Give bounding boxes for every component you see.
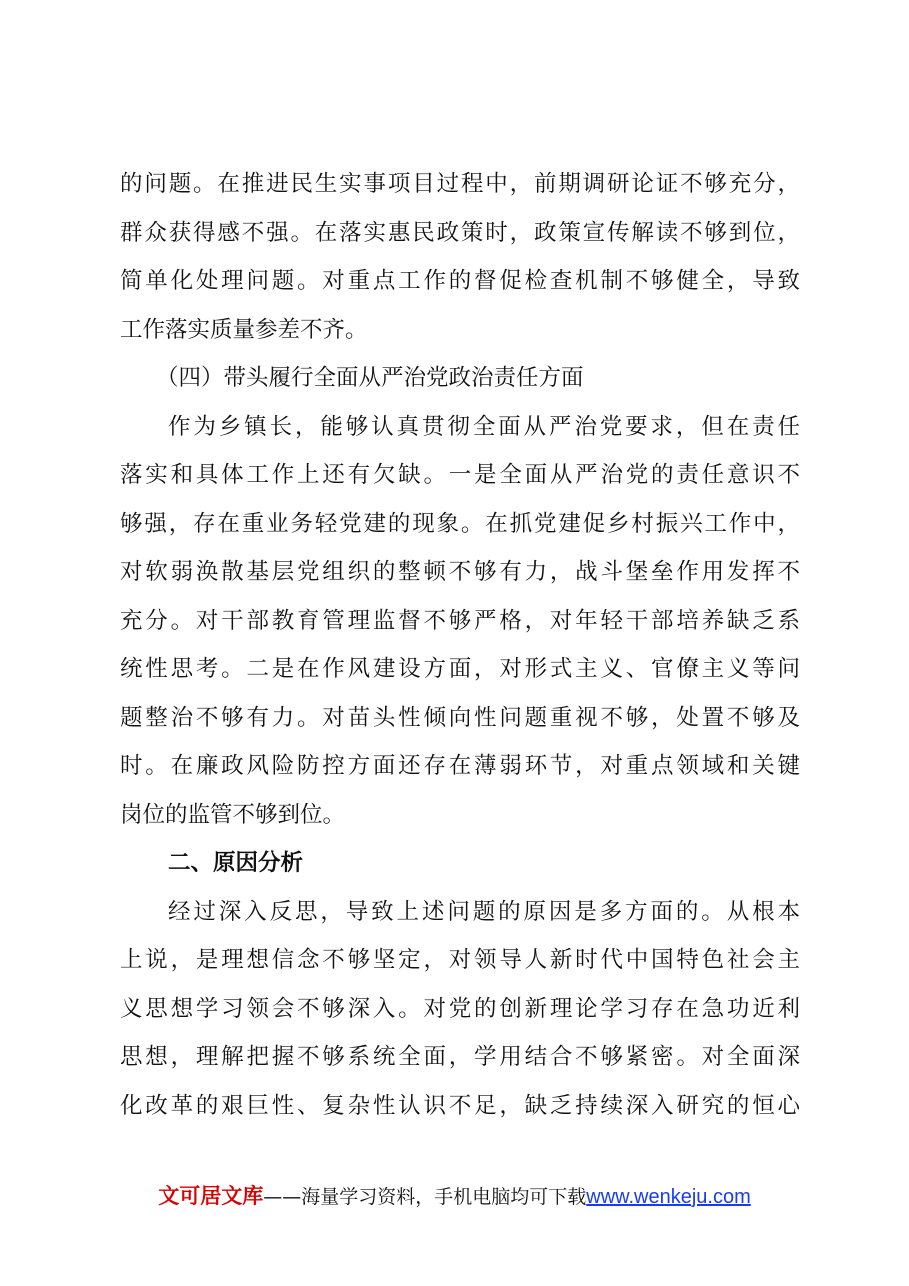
body-line: 作为乡镇长，能够认真贯彻全面从严治党要求，但在责任 <box>168 413 800 440</box>
section-heading: 二、原因分析 <box>168 850 304 876</box>
body-line: 的问题。在推进民生实事项目过程中，前期调研论证不够充分， <box>120 171 800 197</box>
body-line: 化改革的艰巨性、复杂性认识不足，缺乏持续深入研究的恒心 <box>120 1092 800 1119</box>
body-line: 简单化处理问题。对重点工作的督促检查机制不够健全，导致 <box>120 268 800 294</box>
body-line: 落实和具体工作上还有欠缺。一是全面从严治党的责任意识不 <box>120 462 800 488</box>
footer-website-link[interactable]: www.wenkeju.com <box>586 1186 751 1208</box>
document-body <box>120 160 800 1130</box>
footer-brand: 文可居文库 <box>158 1184 264 1208</box>
body-line: 群众获得感不强。在落实惠民政策时，政策宣传解读不够到位， <box>120 219 800 246</box>
body-line: 义思想学习领会不够深入。对党的创新理论学习存在急功近利 <box>120 995 800 1022</box>
body-line: 岗位的监管不够到位。 <box>120 801 346 828</box>
body-line: 时。在廉政风险防控方面还存在薄弱环节，对重点领域和关键 <box>120 753 800 779</box>
body-line: 够强，存在重业务轻党建的现象。在抓党建促乡村振兴工作中， <box>120 510 800 537</box>
body-line: 经过深入反思，导致上述问题的原因是多方面的。从根本 <box>168 898 800 925</box>
section-subheading: （四）带头履行全面从严治党政治责任方面 <box>156 365 584 391</box>
body-line: 上说，是理想信念不够坚定，对领导人新时代中国特色社会主 <box>120 947 800 973</box>
body-line: 题整治不够有力。对苗头性倾向性问题重视不够，处置不够及 <box>120 704 800 731</box>
body-line: 工作落实质量参差不齐。 <box>120 316 368 343</box>
body-line: 统性思考。二是在作风建设方面，对形式主义、官僚主义等问 <box>120 656 800 682</box>
body-line: 对软弱涣散基层党组织的整顿不够有力，战斗堡垒作用发挥不 <box>120 559 800 585</box>
footer-banner <box>0 1182 909 1211</box>
body-line: 充分。对干部教育管理监督不够严格，对年轻干部培养缺乏系 <box>120 607 800 634</box>
footer-tagline: ——海量学习资料，手机电脑均可下载 <box>263 1186 587 1208</box>
body-line: 思想，理解把握不够系统全面，学用结合不够紧密。对全面深 <box>120 1044 800 1070</box>
